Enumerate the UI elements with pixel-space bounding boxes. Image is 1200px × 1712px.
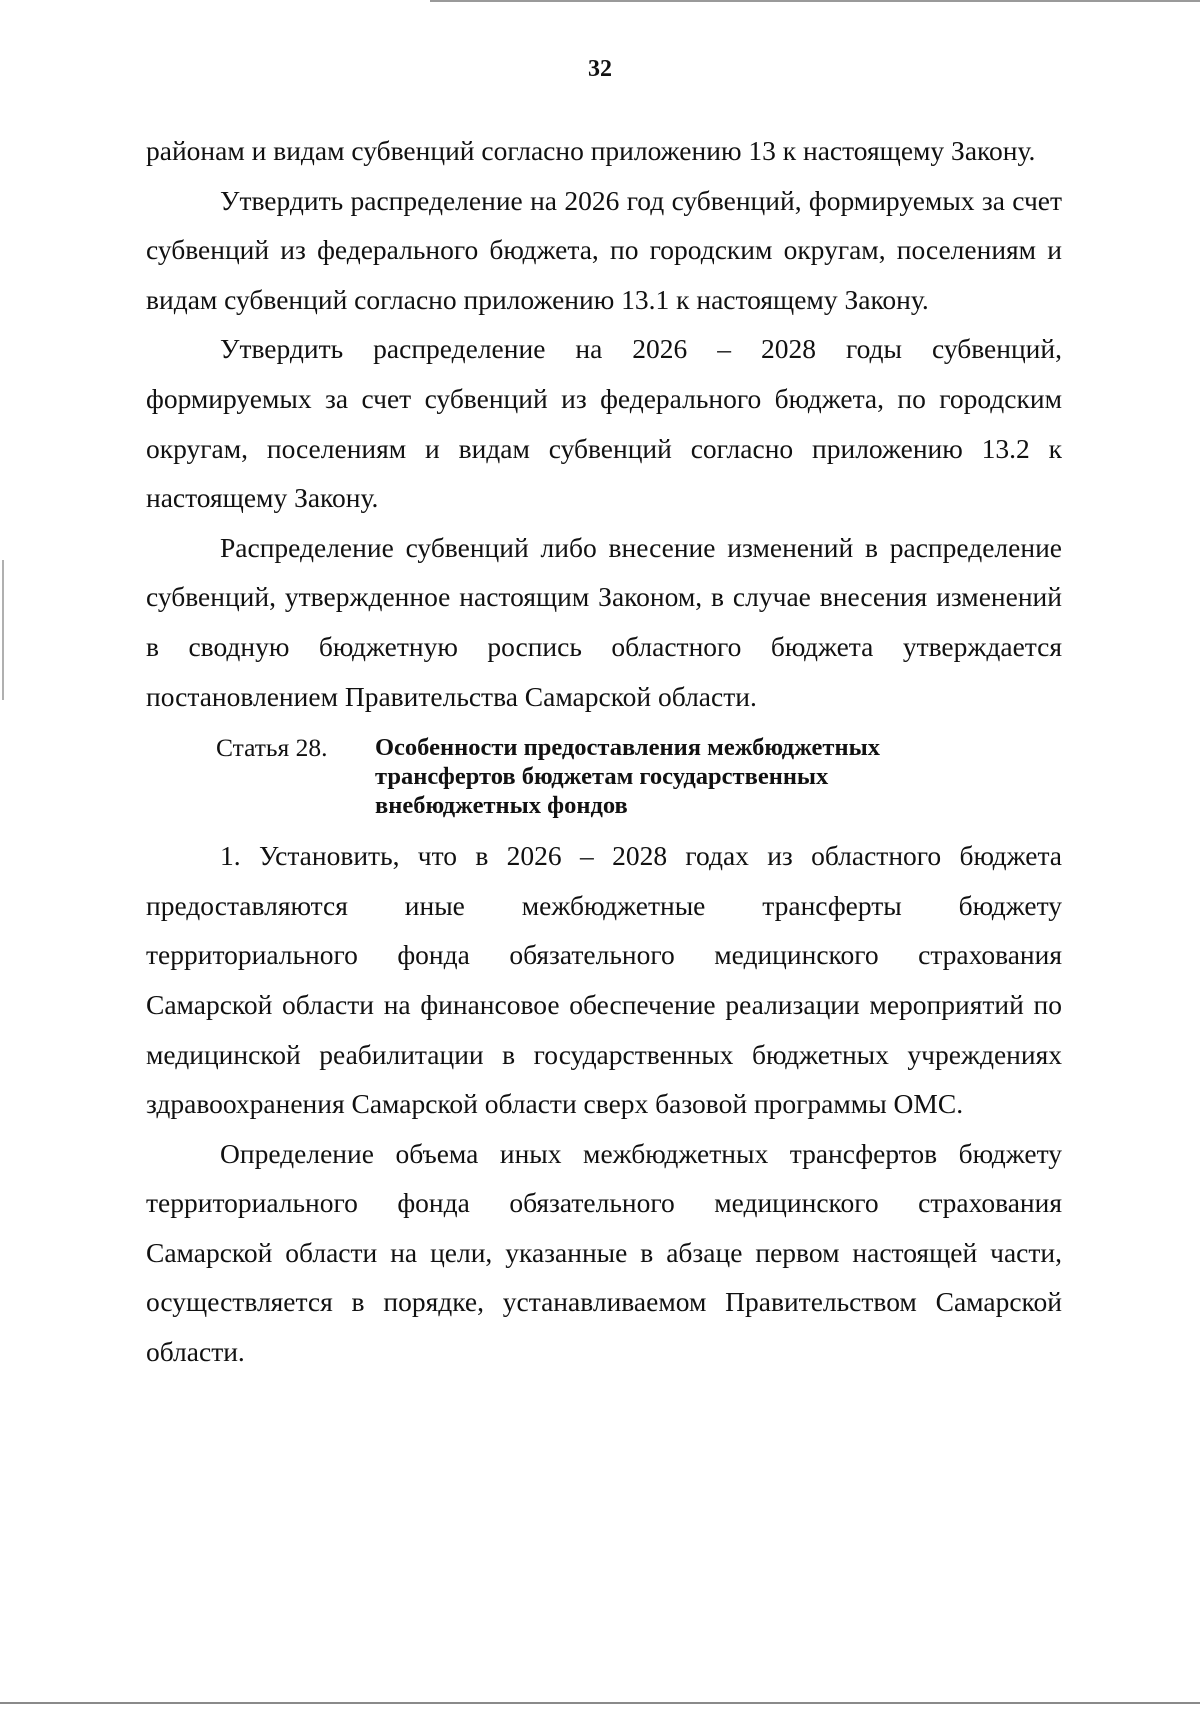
paragraph: Утвердить распределение на 2026 год субвенций, формируемых за счет субвенций из федерального бюджета, по городским округам, поселениям и видам субвенций согласно приложению 13.1 к настоящему Закону. xyxy=(146,184,1062,315)
paragraph: Утвердить распределение на 2026 – 2028 годы субвенций, формируемых за счет субвенций из федерального бюджета, по городским округам, поселениям и видам субвенций согласно приложению 13.2 к настоящему Закону. xyxy=(146,333,1062,514)
article-title: Особенности предоставления межбюджетных трансфертов бюджетам государственных внебюджетных фондов xyxy=(375,734,880,820)
page-number: 32 xyxy=(588,56,612,82)
document-body xyxy=(146,126,1062,1377)
paragraph: 1. Установить, что в 2026 – 2028 годах из областного бюджета предоставляются иные межбюджетные трансферты бюджету территориального фонда обязательного медицинского страхования Самарской области на финансовое обеспечение реализации мероприятий по медицинской реабилитации в государственных бюджетных учреждениях здравоохранения Самарской области сверх базовой программы ОМС. xyxy=(146,840,1062,1120)
paragraph: Распределение субвенций либо внесение изменений в распределение субвенций, утвержденное настоящим Законом, в случае внесения изменений в сводную бюджетную роспись областного бюджета утверждается постановлением Правительства Самарской области. xyxy=(146,531,1062,712)
article-heading xyxy=(146,733,1062,819)
scan-edge-top xyxy=(430,0,1200,2)
paragraph-continuation: районам и видам субвенций согласно приложению 13 к настоящему Закону. xyxy=(146,135,1036,166)
article-label: Статья 28. xyxy=(216,733,328,763)
paragraph: Определение объема иных межбюджетных трансфертов бюджету территориального фонда обязательного медицинского страхования Самарской области на цели, указанные в абзаце первом настоящей части, осуществляется в порядке, устанавливаемом Правительством Самарской области. xyxy=(146,1137,1062,1368)
scan-edge-left xyxy=(2,560,4,700)
scan-edge-bottom xyxy=(0,1702,1200,1704)
